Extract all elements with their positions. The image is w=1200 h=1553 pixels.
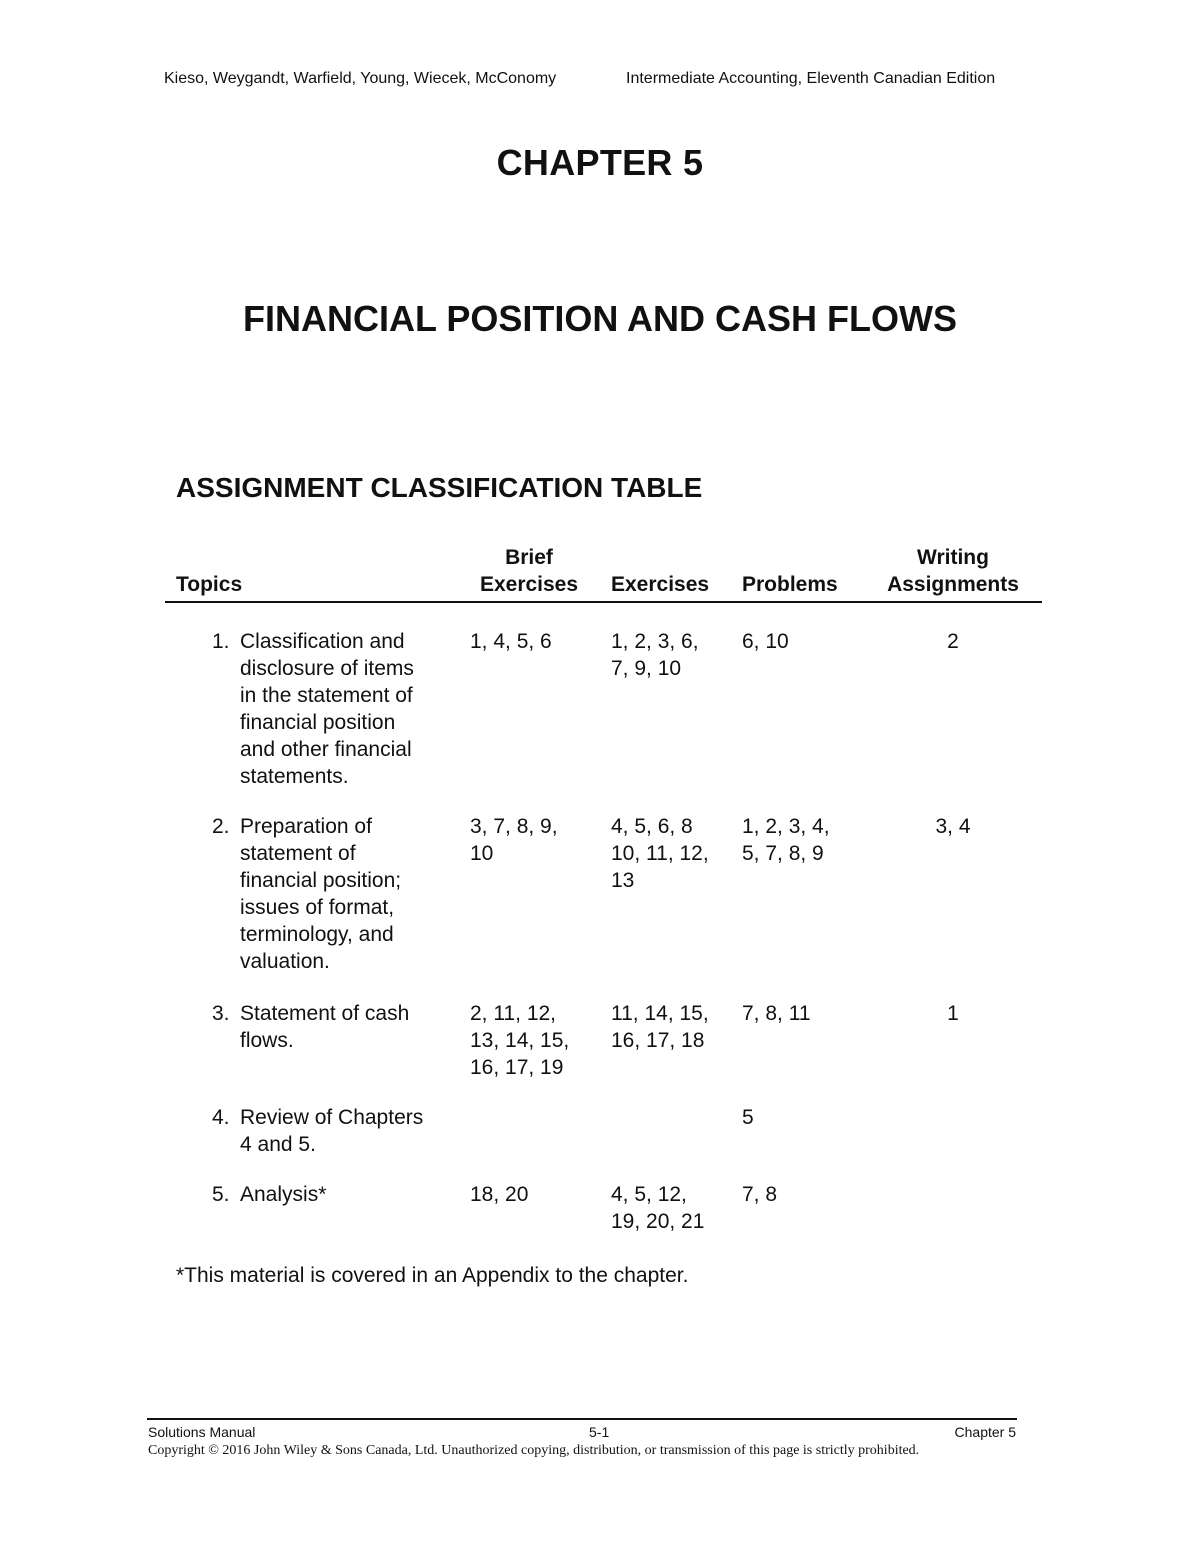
row-brief-exercises: 3, 7, 8, 9, 10 [470,815,558,865]
footer-manual-label: Solutions Manual [148,1424,256,1440]
column-header-brief-exercises: Brief Exercises [479,546,579,596]
chapter-number-title: CHAPTER 5 [496,142,704,183]
row-problems: 1, 2, 3, 4, 5, 7, 8, 9 [742,815,830,865]
row-writing: 1 [947,1002,959,1025]
table-header-rule [165,601,1042,603]
column-header-problems: Problems [742,573,838,596]
row-number: 5. [212,1183,230,1206]
row-problems: 7, 8 [742,1183,778,1206]
row-number: 1. [212,630,230,653]
row-topic: Review of Chapters 4 and 5. [240,1106,424,1156]
row-number: 2. [212,815,230,838]
row-problems: 6, 10 [742,630,789,653]
table-title: ASSIGNMENT CLASSIFICATION TABLE [176,472,703,503]
row-topic: Classification and disclosure of items in the statement of financial position and other financial statements. [240,630,414,788]
row-topic: Preparation of statement of financial position; issues of format, terminology, and valuation. [240,815,402,973]
row-writing: 3, 4 [935,815,971,838]
row-exercises: 4, 5, 12, 19, 20, 21 [611,1183,705,1233]
column-header-exercises: Exercises [611,573,710,596]
row-number: 3. [212,1002,230,1025]
row-exercises: 4, 5, 6, 8 10, 11, 12, 13 [611,815,709,892]
row-problems: 7, 8, 11 [742,1002,811,1025]
footer-page-number: 5-1 [589,1424,610,1440]
row-writing: 2 [947,630,959,653]
running-header-book-title: Intermediate Accounting, Eleventh Canadian Edition [626,70,996,87]
row-topic: Analysis* [240,1183,327,1206]
row-brief-exercises: 2, 11, 12, 13, 14, 15, 16, 17, 19 [470,1002,570,1079]
chapter-subtitle: FINANCIAL POSITION AND CASH FLOWS [243,298,957,339]
footer-rule [147,1418,1017,1420]
row-problems: 5 [742,1106,754,1129]
row-brief-exercises: 18, 20 [470,1183,529,1206]
row-number: 4. [212,1106,230,1129]
row-exercises: 1, 2, 3, 6, 7, 9, 10 [611,630,699,680]
running-header-authors: Kieso, Weygandt, Warfield, Young, Wiecek, McConomy [164,70,557,87]
column-header-writing-assignments: Writing Assignments [887,546,1019,596]
row-exercises: 11, 14, 15, 16, 17, 18 [611,1002,709,1052]
column-header-topics: Topics [176,573,243,596]
table-footnote: *This material is covered in an Appendix to the chapter. [176,1264,689,1287]
row-topic: Statement of cash flows. [240,1002,410,1052]
footer-copyright: Copyright © 2016 John Wiley & Sons Canada, Ltd. Unauthorized copying, distribution, or transmission of this page is strictly prohibited. [148,1443,920,1458]
footer-chapter-label: Chapter 5 [954,1424,1016,1440]
row-brief-exercises: 1, 4, 5, 6 [470,630,552,653]
